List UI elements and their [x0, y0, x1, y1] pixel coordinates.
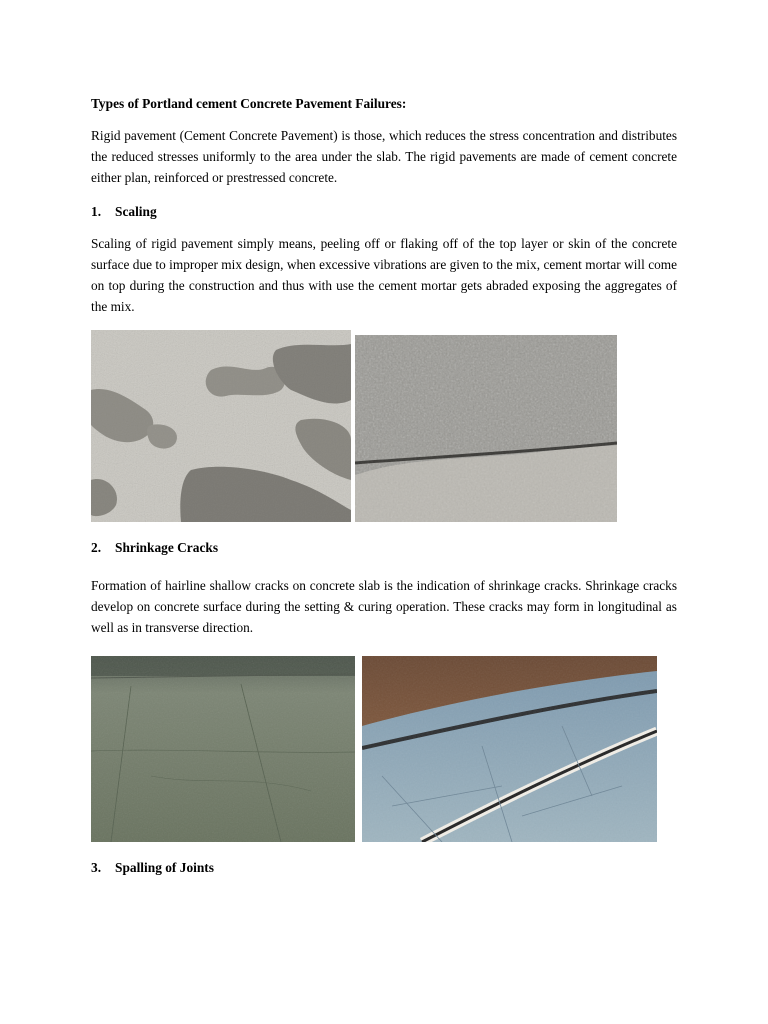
section-number: 2. [91, 540, 102, 555]
scaled-concrete-surface-photo [91, 330, 351, 522]
section-number: 1. [91, 204, 102, 219]
section-number: 3. [91, 860, 102, 875]
intro-paragraph: Rigid pavement (Cement Concrete Pavement) is those, which reduces the stress concentration and distributes the reduced stresses uniformly to the area under the slab. The rigid pavements are made of cement concrete either plan, reinforced or prestressed concrete. [91, 128, 677, 185]
exposed-aggregate-surface-photo [355, 335, 617, 522]
section-title: Shrinkage Cracks [115, 540, 219, 555]
section-title: Scaling [115, 204, 157, 219]
section-heading-spalling-of-joints [91, 859, 214, 876]
road-pavement-cracks-photo [362, 656, 657, 842]
green-concrete-slab-cracks-photo [91, 656, 355, 842]
section-heading-shrinkage-cracks [91, 539, 218, 556]
page-title: Types of Portland cement Concrete Pavement Failures: [91, 96, 407, 111]
section-title: Spalling of Joints [115, 860, 214, 875]
shrinkage-paragraph: Formation of hairline shallow cracks on concrete slab is the indication of shrinkage cracks. Shrinkage cracks develop on concrete surface during the setting & curing operation. These cracks may form in longitudinal as well as in transverse direction. [91, 578, 677, 635]
section-heading-scaling [91, 203, 157, 220]
scaling-paragraph: Scaling of rigid pavement simply means, peeling off or flaking off of the top layer or skin of the concrete surface due to improper mix design, when excessive vibrations are given to the mix, cement mortar will come on top during the construction and thus with use the cement mortar gets abraded exposing the aggregates of the mix. [91, 236, 677, 314]
